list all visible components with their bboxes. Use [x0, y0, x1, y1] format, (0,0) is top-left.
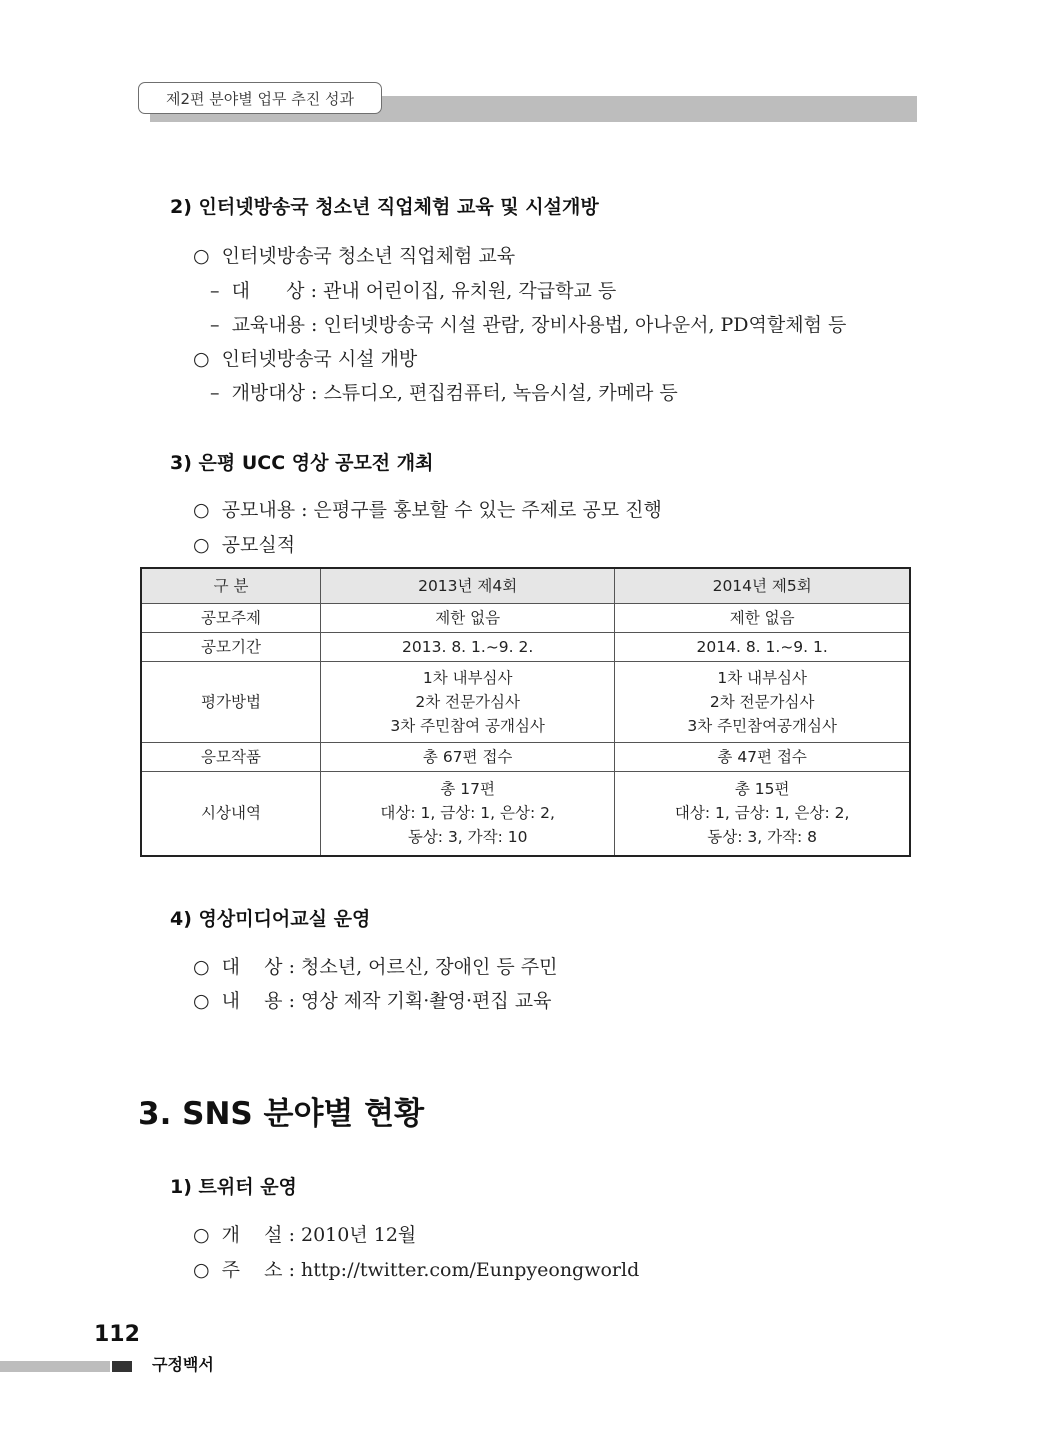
table-cell-line: 2014. 8. 1.~9. 1.	[696, 638, 828, 656]
footer-bar	[0, 1361, 110, 1372]
header-tab: 제2편 분야별 업무 추진 성과	[138, 82, 382, 114]
section2-line-4: ○ 인터넷방송국 시설 개방	[193, 348, 418, 370]
table-cell-c2013	[321, 743, 615, 772]
section3-line-2: ○ 공모실적	[193, 534, 296, 556]
table-cell-line: 총 47편 접수	[717, 748, 807, 766]
section2-line-1: ○ 인터넷방송국 청소년 직업체험 교육	[193, 245, 516, 267]
table-row	[141, 772, 910, 856]
table-row-label: 공모주제	[141, 604, 321, 633]
table-cell-line: 총 67편 접수	[422, 748, 513, 766]
section-heading-4: 4) 영상미디어교실 운영	[170, 908, 371, 930]
table-header-cell: 2013년 제4회	[321, 568, 615, 604]
table-cell-line: 총 17편	[440, 780, 495, 799]
section2-line-2: – 대 상 : 관내 어린이집, 유치원, 각급학교 등	[210, 280, 617, 302]
table-cell-line: 2013. 8. 1.~9. 2.	[402, 638, 534, 656]
sns1-line-2: ○ 주 소 : http://twitter.com/Eunpyeongworld	[193, 1259, 640, 1281]
table-cell-line: 1차 내부심사	[422, 669, 513, 687]
table-row	[141, 662, 910, 743]
table-cell-c2014	[615, 743, 910, 772]
table-row-label: 공모기간	[141, 633, 321, 662]
table-row-label: 시상내역	[141, 772, 321, 856]
table-row	[141, 743, 910, 772]
table-header-cell: 2014년 제5회	[615, 568, 910, 604]
table-row-label: 응모작품	[141, 743, 321, 772]
sns-heading-1: 1) 트위터 운영	[170, 1176, 297, 1198]
page-number: 112	[94, 1322, 140, 1347]
table-row	[141, 604, 910, 633]
section3-line-1: ○ 공모내용 : 은평구를 홍보할 수 있는 주제로 공모 진행	[193, 499, 662, 521]
table-cell-line: 3차 주민참여공개심사	[687, 717, 837, 735]
table-cell-c2013	[321, 604, 615, 633]
section-heading-2: 2) 인터넷방송국 청소년 직업체험 교육 및 시설개방	[170, 196, 599, 218]
table-header-row	[141, 568, 910, 604]
table-cell-c2014	[615, 604, 910, 633]
table-cell-line: 대상: 1, 금상: 1, 은상: 2,	[674, 804, 850, 823]
table-cell-line: 제한 없음	[435, 609, 501, 627]
table-cell-line: 동상: 3, 가작: 10	[407, 828, 528, 847]
table-header-cell: 구 분	[141, 568, 321, 604]
table-cell-line: 제한 없음	[729, 609, 795, 627]
contest-results-table	[140, 567, 911, 857]
table-cell-line: 3차 주민참여 공개심사	[390, 717, 545, 735]
footer-book-title: 구정백서	[152, 1355, 214, 1374]
section2-line-3: – 교육내용 : 인터넷방송국 시설 관람, 장비사용법, 아나운서, PD역할체험 등	[210, 314, 847, 336]
table-cell-line: 1차 내부심사	[717, 669, 807, 687]
table-cell-c2013	[321, 662, 615, 743]
table-row	[141, 633, 910, 662]
table-row-label: 평가방법	[141, 662, 321, 743]
table-cell-c2013	[321, 633, 615, 662]
table-cell-c2014	[615, 662, 910, 743]
table-cell-line: 동상: 3, 가작: 8	[707, 828, 818, 847]
chapter-title: 3. SNS 분야별 현황	[138, 1096, 425, 1132]
table-cell-line: 대상: 1, 금상: 1, 은상: 2,	[380, 804, 555, 823]
sns1-line-1: ○ 개 설 : 2010년 12월	[193, 1224, 417, 1246]
table-cell-line: 총 15편	[734, 780, 790, 799]
table-cell-c2014	[615, 633, 910, 662]
section-heading-3: 3) 은평 UCC 영상 공모전 개최	[170, 452, 434, 474]
section2-line-5: – 개방대상 : 스튜디오, 편집컴퓨터, 녹음시설, 카메라 등	[210, 382, 678, 404]
footer-square	[112, 1361, 132, 1372]
table-cell-line: 2차 전문가심사	[709, 693, 815, 711]
table-cell-c2014	[615, 772, 910, 856]
section4-line-1: ○ 대 상 : 청소년, 어르신, 장애인 등 주민	[193, 956, 558, 978]
table-cell-line: 2차 전문가심사	[415, 693, 520, 711]
table-cell-c2013	[321, 772, 615, 856]
section4-line-2: ○ 내 용 : 영상 제작 기획·촬영·편집 교육	[193, 990, 552, 1012]
